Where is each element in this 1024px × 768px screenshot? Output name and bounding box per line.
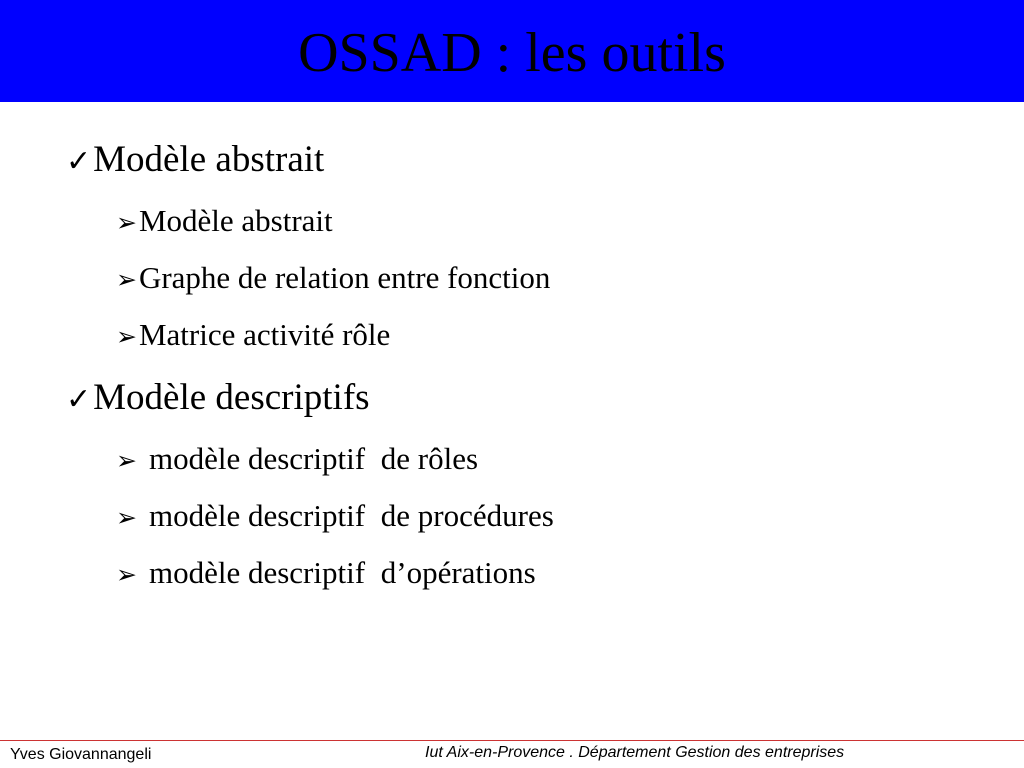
bullet-label: Matrice activité rôle [138,317,391,352]
arrowhead-icon: ➢ [116,265,137,294]
bullet-item-level2 [116,317,390,353]
footer-author: Yves Giovannangeli [10,746,152,763]
bullet-label-part: modèle descriptif [148,441,366,476]
checkmark-icon: ✓ [66,382,92,417]
bullet-label-part: modèle descriptif [148,555,366,590]
arrowhead-icon: ➢ [116,322,137,351]
footer-rule [0,740,1024,741]
bullet-item-level1 [66,376,370,419]
bullet-label-part: de procédures [380,498,554,533]
bullet-item-level2 [116,203,333,239]
arrowhead-icon: ➢ [116,208,137,237]
bullet-label-part: d’opérations [380,555,536,590]
bullet-label: Graphe de relation entre fonction [138,260,551,295]
arrowhead-icon: ➢ [116,503,137,532]
bullet-item-level1 [66,138,324,181]
footer-institution: Iut Aix-en-Provence . Département Gestion des entreprises [425,744,845,761]
bullet-label: Modèle descriptifs [93,377,370,418]
bullet-label: Modèle abstrait [93,139,325,180]
bullet-item-level2 [116,555,536,591]
arrowhead-icon: ➢ [116,560,137,589]
bullet-label-part: modèle descriptif [148,498,366,533]
bullet-item-level2 [116,260,550,296]
arrowhead-icon: ➢ [116,446,137,475]
slide-title: OSSAD : les outils [298,22,726,84]
bullet-label: Modèle abstrait [138,203,333,238]
checkmark-icon: ✓ [66,144,92,179]
bullet-label-part: de rôles [380,441,479,476]
bullet-item-level2 [116,441,478,477]
bullet-item-level2 [116,498,554,534]
